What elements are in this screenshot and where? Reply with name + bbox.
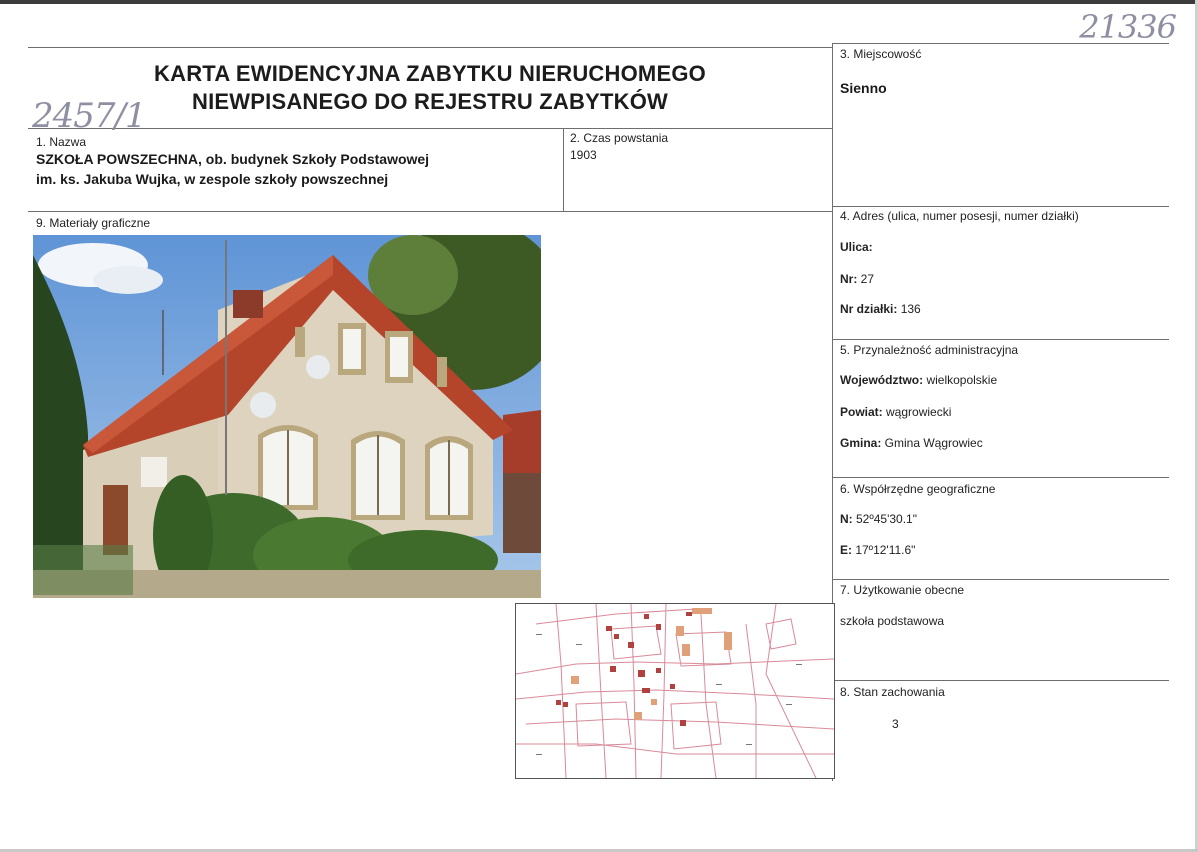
- value-latitude: 52º45'30.1": [852, 512, 917, 526]
- field-ulica: [840, 240, 873, 254]
- field-label-uzytkowanie: 7. Użytkowanie obecne: [840, 583, 965, 597]
- field-nr: [840, 272, 874, 286]
- rule-section-5: [833, 339, 1169, 340]
- handwritten-number-top: 21336: [1079, 8, 1176, 46]
- field-value-miejscowosc: Sienno: [840, 80, 887, 96]
- field-value-czas: 1903: [570, 148, 597, 162]
- field-label-miejscowosc: 3. Miejscowość: [840, 47, 922, 61]
- value-longitude: 17º12'11.6": [852, 543, 916, 557]
- building-photo: [33, 235, 541, 598]
- key-dzialka: Nr działki:: [840, 302, 898, 316]
- value-powiat: wągrowiecki: [882, 405, 952, 419]
- field-dzialka: [840, 302, 921, 316]
- value-dzialka: 136: [897, 302, 921, 316]
- cadastral-map: [515, 603, 835, 779]
- document-title: [130, 60, 730, 116]
- title-line-2: NIEWPISANEGO DO REJESTRU ZABYTKÓW: [192, 89, 668, 114]
- rule-section-6: [833, 477, 1169, 478]
- title-line-1: KARTA EWIDENCYJNA ZABYTKU NIERUCHOMEGO: [154, 61, 706, 86]
- key-wojewodztwo: Województwo:: [840, 373, 924, 387]
- field-label-adres: 4. Adres (ulica, numer posesji, numer działki): [840, 209, 1079, 223]
- field-value-nazwa-2: im. ks. Jakuba Wujka, w zespole szkoły powszechnej: [36, 171, 389, 187]
- field-label-czas: 2. Czas powstania: [570, 131, 669, 145]
- key-longitude: E:: [840, 543, 852, 557]
- key-powiat: Powiat:: [840, 405, 883, 419]
- value-nr: 27: [857, 272, 875, 286]
- key-gmina: Gmina:: [840, 436, 882, 450]
- field-latitude: [840, 512, 917, 526]
- handwritten-number-left: 2457/1: [32, 96, 146, 136]
- field-label-nazwa: 1. Nazwa: [36, 135, 87, 149]
- rule-section-4: [833, 206, 1169, 207]
- field-label-wspolrzedne: 6. Współrzędne geograficzne: [840, 482, 996, 496]
- rule-section-7: [833, 579, 1169, 580]
- field-powiat: [840, 405, 951, 419]
- building-photo-illustration: [33, 235, 541, 598]
- field-label-materialy: 9. Materiały graficzne: [36, 216, 151, 230]
- rule-top-left: [28, 47, 833, 48]
- scan-top-edge: [0, 0, 1198, 4]
- rule-section-8: [833, 680, 1169, 681]
- field-value-uzytkowanie: szkoła podstawowa: [840, 614, 945, 628]
- value-wojewodztwo: wielkopolskie: [923, 373, 998, 387]
- rule-name-divider: [563, 128, 564, 211]
- rule-under-name: [28, 211, 832, 212]
- field-value-stan: 3: [892, 717, 899, 731]
- field-label-stan: 8. Stan zachowania: [840, 685, 945, 699]
- field-label-administracja: 5. Przynależność administracyjna: [840, 343, 1019, 357]
- field-gmina: [840, 436, 983, 450]
- value-gmina: Gmina Wągrowiec: [881, 436, 983, 450]
- cadastral-map-illustration: [516, 604, 834, 778]
- field-longitude: [840, 543, 915, 557]
- field-value-nazwa-1: SZKOŁA POWSZECHNA, ob. budynek Szkoły Podstawowej: [36, 151, 430, 167]
- field-wojewodztwo: [840, 373, 997, 387]
- key-ulica: Ulica:: [840, 240, 873, 254]
- key-latitude: N:: [840, 512, 853, 526]
- rule-under-title: [28, 128, 832, 129]
- key-nr: Nr:: [840, 272, 858, 286]
